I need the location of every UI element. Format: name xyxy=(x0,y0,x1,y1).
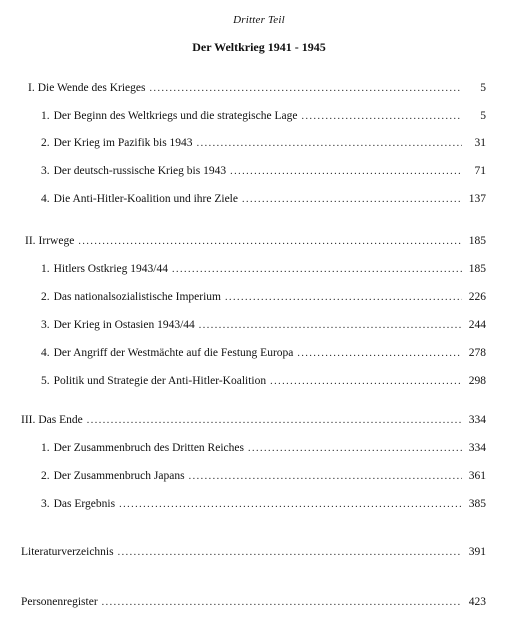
toc-label: Der Zusammenbruch Japans xyxy=(53,470,185,482)
dot-leader xyxy=(225,290,462,306)
dot-leader xyxy=(189,469,462,485)
toc-page-number: 5 xyxy=(480,110,486,122)
toc-page-number: 334 xyxy=(468,442,486,454)
toc-entry-2-3 xyxy=(41,317,486,333)
toc-entry-literature xyxy=(21,544,486,560)
toc-label: Literaturverzeichnis xyxy=(21,546,114,558)
toc-number: II. xyxy=(25,235,36,247)
toc-label: Der Zusammenbruch des Dritten Reiches xyxy=(53,442,244,454)
toc-number: 1. xyxy=(41,110,50,122)
toc-label: Der Angriff der Westmächte auf die Festung Europa xyxy=(53,347,294,359)
toc-entry-3-1 xyxy=(41,440,486,456)
toc-page-number: 423 xyxy=(468,596,486,608)
toc-page-number: 298 xyxy=(468,375,486,387)
toc-number: I. xyxy=(28,82,35,94)
toc-page-number: 391 xyxy=(468,546,486,558)
dot-leader xyxy=(197,136,462,152)
toc-label: Politik und Strategie der Anti-Hitler-Koalition xyxy=(53,375,267,387)
toc-entry-section-2 xyxy=(25,233,486,249)
toc-label: Das Ergebnis xyxy=(53,498,116,510)
toc-entry-3-2 xyxy=(41,468,486,484)
toc-entry-1-1 xyxy=(41,108,486,124)
toc-number: 3. xyxy=(41,165,50,177)
toc-label: Der Krieg in Ostasien 1943/44 xyxy=(53,319,195,331)
toc-entry-2-2 xyxy=(41,289,486,305)
dot-leader xyxy=(297,346,462,362)
toc-label: Der Krieg im Pazifik bis 1943 xyxy=(53,137,193,149)
toc-page-number: 244 xyxy=(468,319,486,331)
toc-number: 4. xyxy=(41,193,50,205)
toc-entry-2-4 xyxy=(41,345,486,361)
dot-leader xyxy=(301,109,462,125)
toc-page-number: 31 xyxy=(474,137,486,149)
toc-label: Der Beginn des Weltkriegs und die strategische Lage xyxy=(53,110,298,122)
toc-entry-section-1 xyxy=(28,80,486,96)
page-title: Der Weltkrieg 1941 - 1945 xyxy=(192,40,326,54)
toc-entry-2-5 xyxy=(41,373,486,389)
toc-page-number: 71 xyxy=(474,165,486,177)
toc-number: 4. xyxy=(41,347,50,359)
dot-leader xyxy=(248,441,462,457)
toc-number: 3. xyxy=(41,319,50,331)
toc-page-number: 385 xyxy=(468,498,486,510)
dot-leader xyxy=(199,318,462,334)
toc-number: 2. xyxy=(41,470,50,482)
dot-leader xyxy=(87,413,462,429)
dot-leader xyxy=(78,234,462,250)
toc-entry-person-index xyxy=(21,594,486,610)
toc-page-number: 185 xyxy=(468,263,486,275)
toc-number: 2. xyxy=(41,137,50,149)
toc-page-number: 5 xyxy=(480,82,486,94)
dot-leader xyxy=(270,374,462,390)
toc-entry-1-4 xyxy=(41,191,486,207)
toc-entry-2-1 xyxy=(41,261,486,277)
toc-entry-3-3 xyxy=(41,496,486,512)
toc-page-number: 185 xyxy=(468,235,486,247)
toc-page-number: 334 xyxy=(468,414,486,426)
dot-leader xyxy=(119,497,462,513)
toc-label: Der deutsch-russische Krieg bis 1943 xyxy=(53,165,227,177)
dot-leader xyxy=(242,192,462,208)
dot-leader xyxy=(118,545,462,561)
toc-page-number: 361 xyxy=(468,470,486,482)
toc-page-number: 278 xyxy=(468,347,486,359)
dot-leader xyxy=(172,262,462,278)
toc-number: 5. xyxy=(41,375,50,387)
toc-label: Das Ende xyxy=(38,414,83,426)
toc-label: Personenregister xyxy=(21,596,98,608)
part-label: Dritter Teil xyxy=(233,14,285,26)
toc-label: Die Anti-Hitler-Koalition und ihre Ziele xyxy=(53,193,238,205)
toc-number: 1. xyxy=(41,263,50,275)
dot-leader xyxy=(102,595,462,611)
toc-entry-1-3 xyxy=(41,163,486,179)
dot-leader xyxy=(149,81,462,97)
toc-label: Die Wende des Krieges xyxy=(37,82,146,94)
toc-page-number: 226 xyxy=(468,291,486,303)
toc-label: Das nationalsozialistische Imperium xyxy=(53,291,221,303)
toc-number: 3. xyxy=(41,498,50,510)
toc-number: 1. xyxy=(41,442,50,454)
toc-entry-1-2 xyxy=(41,135,486,151)
toc-number: 2. xyxy=(41,291,50,303)
dot-leader xyxy=(230,164,462,180)
toc-label: Hitlers Ostkrieg 1943/44 xyxy=(53,263,168,275)
toc-number: III. xyxy=(21,414,36,426)
toc-entry-section-3 xyxy=(21,412,486,428)
toc-page-number: 137 xyxy=(468,193,486,205)
toc-label: Irrwege xyxy=(38,235,75,247)
